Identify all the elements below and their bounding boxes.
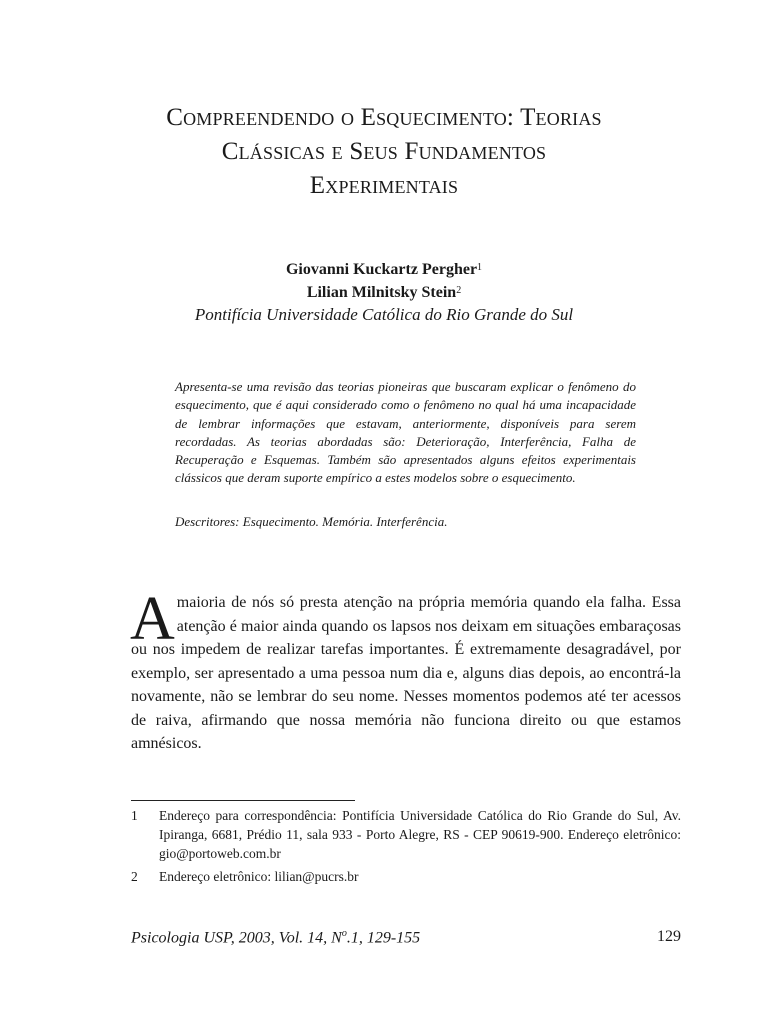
title-line: Clássicas e Seus Fundamentos [221,138,547,165]
journal-citation: Psicologia USP, 2003, Vol. 14, $N^o.1$, 129-155 [131,928,421,947]
body-text: maioria de nós só presta atenção na própria memória quando ela falha. Essa atenção é maior ainda quando os lapsos nos deixam em situações embaraçosas ou nos impedem de realizar tarefas importantes. É extremamente desagradável, por exemplo, ser apresentado a uma pessoa num dia e, alguns dias depois, ao encontrá-la novamente, não se lembrar do seu nome. Nesses momentos podemos até ter acessos de raiva, afirmando que nossa memória não funciona direito ou que estamos amnésicos. [131,594,681,752]
footnote-ref[interactable]: 2 [456,285,462,296]
footnote-divider [131,800,355,801]
page-number: 129 [657,928,681,945]
footnote [131,867,681,886]
abstract: Apresenta-se uma revisão das teorias pioneiras que buscaram explicar o fenômeno do esquecimento, que é aqui considerado como o fenômeno no qual há uma incapacidade de lembrar informações que estavam, anteriormente, disponíveis para serem recordadas. As teorias abordadas são: Deterioração, Interferência, Falha de Recuperação e Esquemas. Também são apresentados alguns efeitos experimentais clássicos que deram suporte empírico a estes modelos sobre o esquecimento. [175,379,636,486]
keywords: Descritores: Esquecimento. Memória. Interferência. [175,514,448,529]
footnote-number: 1 [131,808,138,823]
footnote-ref[interactable]: 1 [477,262,483,273]
author-block [60,257,708,326]
title-line: Experimentais [309,172,459,199]
title-line: Compreendendo o Esquecimento: Teorias [166,104,602,131]
footnote-text: Endereço eletrônico: lilian@pucrs.br [159,869,359,884]
paper-title [60,101,708,203]
footnote-text: Endereço para correspondência: Pontifícia Universidade Católica do Rio Grande do Sul, Av. Ipiranga, 6681, Prédio 11, sala 933 - Porto Alegre, RS - CEP 90619-900. Endereço eletrônico: gio@portoweb.com.br [159,808,681,861]
footnote-number: 2 [131,869,138,884]
body-paragraph [130,585,681,756]
author-1: Giovanni Kuckartz Pergher$^1$ [285,261,483,278]
affiliation: Pontifícia Universidade Católica do Rio Grande do Sul [194,305,574,324]
footnotes [131,806,681,890]
drop-cap: A [130,585,175,653]
author-2: Lilian Milnitsky Stein$^2$ [306,284,462,301]
footnote [131,806,681,863]
